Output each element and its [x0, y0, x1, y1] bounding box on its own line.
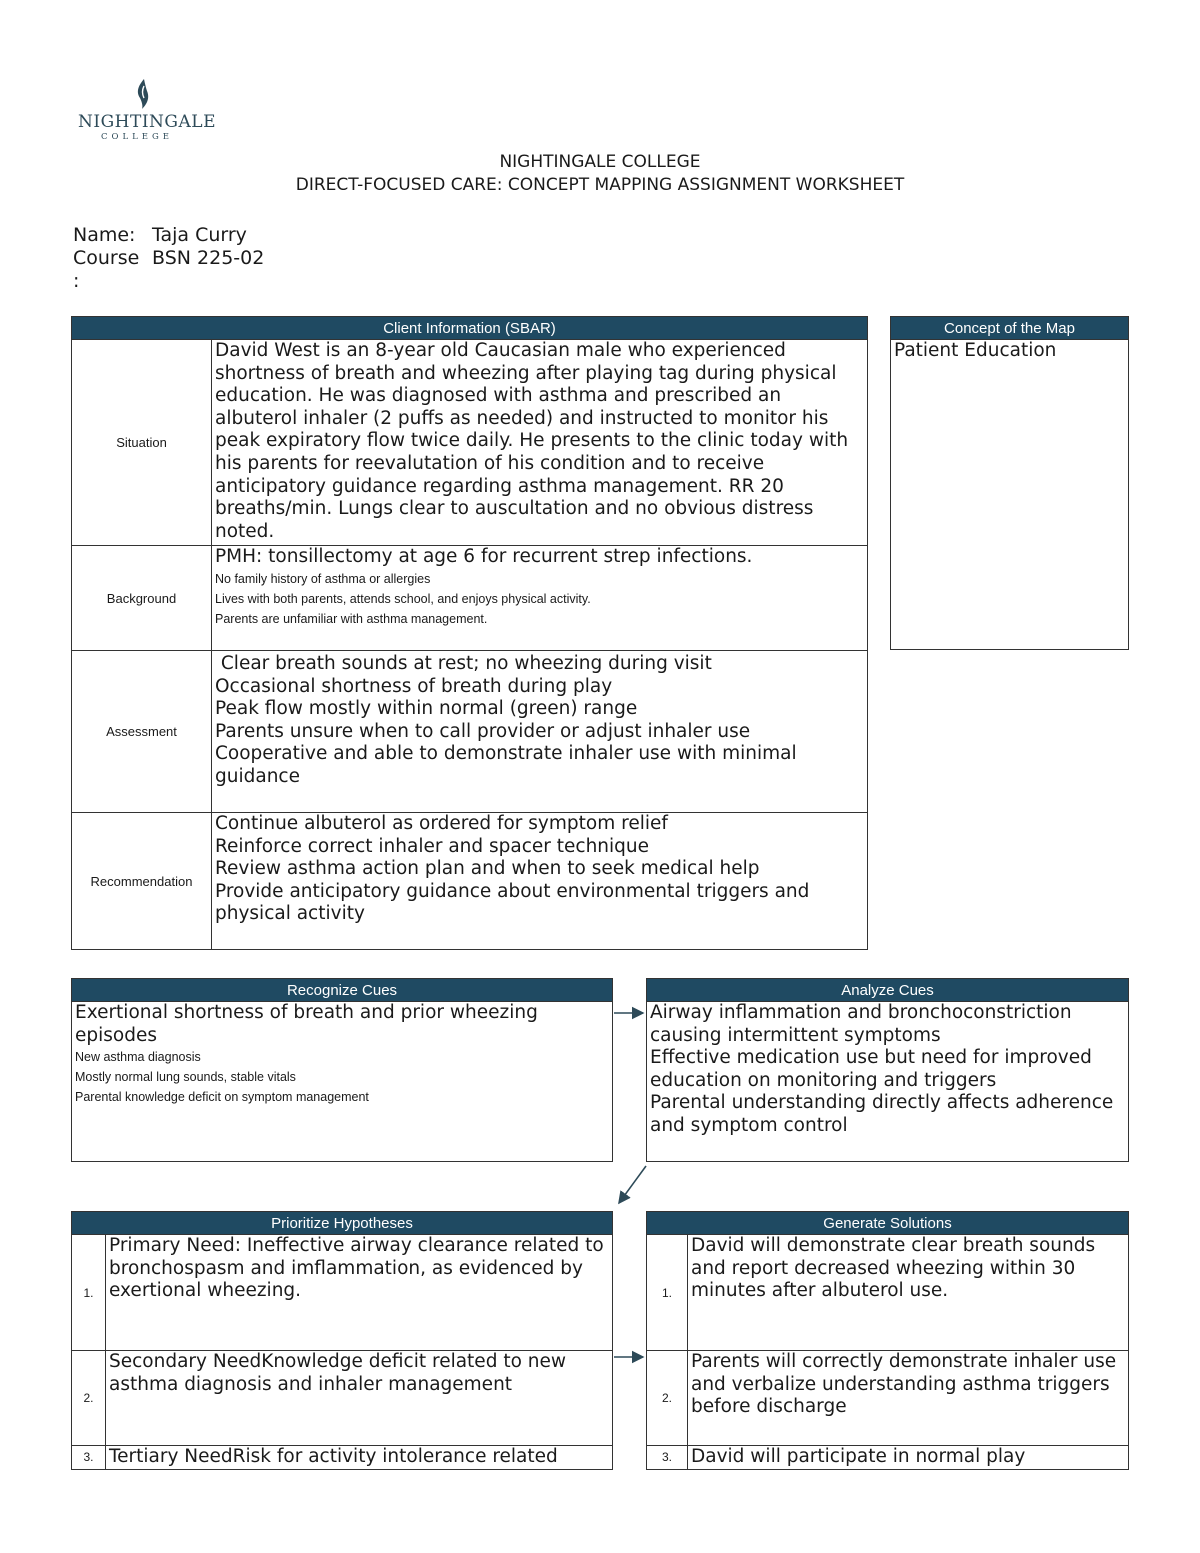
solution-number: 3.	[647, 1446, 688, 1470]
analyze-line: Airway inflammation and bronchoconstriction causing intermittent symptoms	[650, 1002, 1072, 1046]
background-line: Parents are unfamiliar with asthma management.	[215, 611, 488, 626]
analyze-heading: Analyze Cues	[647, 979, 1129, 1002]
recommendation-line: Provide anticipatory guidance about environmental triggers and physical activity	[215, 880, 810, 925]
background-line: No family history of asthma or allergies	[215, 571, 431, 586]
logo-subtext: COLLEGE	[101, 132, 173, 142]
situation-text: David West is an 8-year old Caucasian male who experienced shortness of breath and wheezing after playing tag during physical education. He was diagnosed with asthma and prescribed an albuterol inhaler (2 puffs as needed) and instructed to monitor his peak expiratory flow twice daily. He presents to the clinic today with his parents for reevalutation of his condition and to receive anticipatory guidance regarding asthma management. RR 20 breaths/min. Lungs clear to auscultation and no obvious distress noted.	[212, 340, 868, 546]
hypothesis-number: 2.	[72, 1351, 106, 1446]
situation-label: Situation	[72, 340, 212, 546]
course-value: BSN 225-02	[152, 247, 265, 269]
recognize-heading: Recognize Cues	[72, 979, 613, 1002]
analyze-line: Effective medication use but need for improved education on monitoring and triggers	[650, 1047, 1092, 1091]
background-line: Lives with both parents, attends school, and enjoys physical activity.	[215, 591, 591, 606]
solutions-heading: Generate Solutions	[647, 1212, 1129, 1235]
recognize-line: New asthma diagnosis	[75, 1050, 201, 1065]
recommendation-line: Review asthma action plan and when to seek medical help	[215, 858, 760, 880]
recommendation-label: Recommendation	[72, 813, 212, 950]
logo-wordmark: NIGHTINGALE	[78, 112, 216, 132]
course-colon: :	[73, 270, 80, 292]
course-label: Course	[73, 247, 140, 269]
assessment-line: Occasional shortness of breath during play	[215, 675, 613, 697]
concept-heading: Concept of the Map	[891, 317, 1129, 340]
solution-number: 1.	[647, 1235, 688, 1351]
arrow-analyze-to-prioritize	[619, 1166, 646, 1203]
name-value: Taja Curry	[152, 224, 247, 246]
hypothesis-number: 1.	[72, 1235, 106, 1351]
concept-value: Patient Education	[891, 340, 1129, 650]
college-name: NIGHTINGALE COLLEGE	[499, 152, 701, 172]
prioritize-heading: Prioritize Hypotheses	[72, 1212, 613, 1235]
recognize-main: Exertional shortness of breath and prior wheezing episodes	[75, 1002, 538, 1046]
background-main: PMH: tonsillectomy at age 6 for recurrent strep infections.	[215, 546, 753, 567]
assessment-line: Clear breath sounds at rest; no wheezing during visit	[215, 653, 712, 674]
assessment-line: Peak flow mostly within normal (green) range	[215, 698, 638, 720]
background-label: Background	[72, 546, 212, 651]
name-label: Name:	[73, 224, 136, 246]
recommendation-line: Continue albuterol as ordered for symptom relief	[215, 813, 668, 834]
hypothesis-number: 3.	[72, 1446, 106, 1470]
recognize-line: Mostly normal lung sounds, stable vitals	[75, 1070, 296, 1085]
solution-text: Parents will correctly demonstrate inhaler use and verbalize understanding asthma triggers before discharge	[688, 1351, 1129, 1446]
solution-number: 2.	[647, 1351, 688, 1446]
assessment-label: Assessment	[72, 651, 212, 813]
worksheet-title: DIRECT-FOCUSED CARE: CONCEPT MAPPING ASSIGNMENT WORKSHEET	[295, 175, 905, 195]
solution-text: David will participate in normal play	[688, 1446, 1129, 1470]
sbar-heading: Client Information (SBAR)	[72, 317, 868, 340]
assessment-line: Cooperative and able to demonstrate inhaler use with minimal guidance	[215, 743, 797, 787]
analyze-line: Parental understanding directly affects adherence and symptom control	[650, 1092, 1114, 1136]
solution-text: David will demonstrate clear breath sounds and report decreased wheezing within 30 minutes after albuterol use.	[688, 1235, 1129, 1351]
hypothesis-text: Primary Need: Ineffective airway clearance related to bronchospasm and imflammation, as evidenced by exertional wheezing.	[106, 1235, 613, 1351]
hypothesis-text: Tertiary NeedRisk for activity intolerance related	[106, 1446, 613, 1470]
recognize-line: Parental knowledge deficit on symptom management	[75, 1090, 369, 1105]
recommendation-line: Reinforce correct inhaler and spacer technique	[215, 835, 650, 857]
hypothesis-text: Secondary NeedKnowledge deficit related to new asthma diagnosis and inhaler management	[106, 1351, 613, 1446]
assessment-line: Parents unsure when to call provider or adjust inhaler use	[215, 720, 751, 742]
